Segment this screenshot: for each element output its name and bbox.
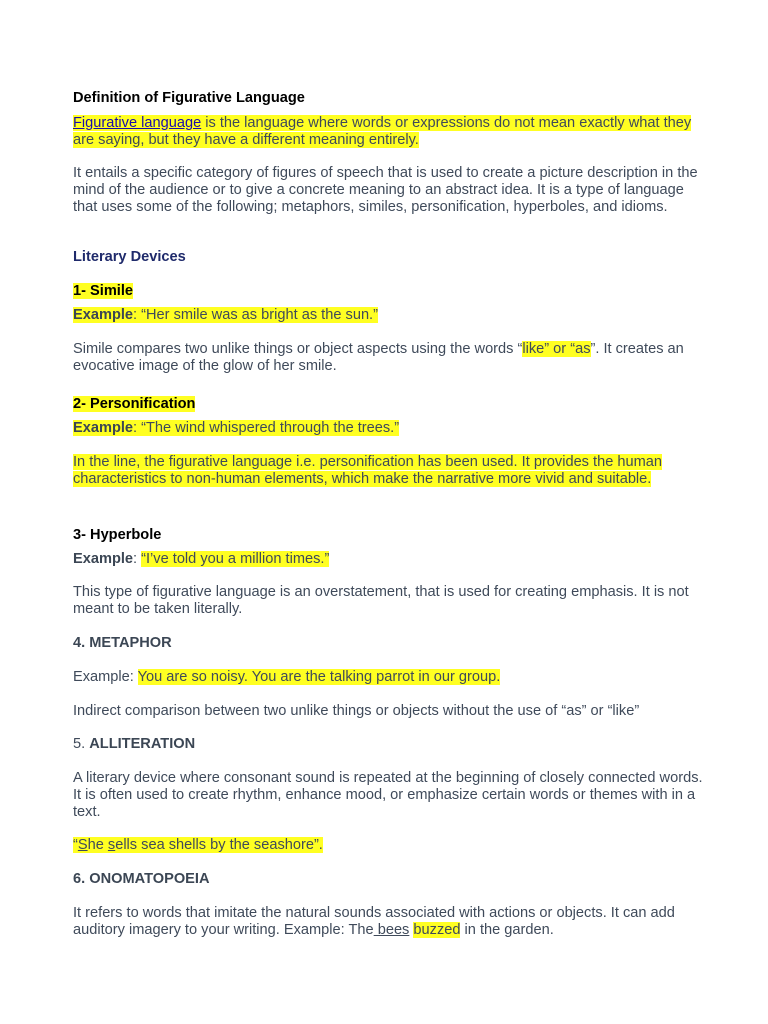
- buzzed-word: buzzed: [413, 921, 461, 938]
- simile-example: Example: “Her smile was as bright as the sun.”: [73, 307, 378, 323]
- alliteration-description: A literary device where consonant sound is repeated at the beginning of closely connected words. It is often used to create rhythm, enhance mood, or emphasize certain words or themes with in a text.: [73, 770, 703, 820]
- metaphor-description: Indirect comparison between two unlike things or objects without the use of “as” or “like”: [73, 703, 640, 719]
- hyperbole-heading: 3- Hyperbole: [73, 527, 162, 543]
- bees-word: bees: [373, 921, 410, 938]
- onomatopoeia-heading: 6. ONOMATOPOEIA: [73, 871, 210, 887]
- metaphor-example-text: You are so noisy. You are the talking parrot in our group.: [137, 669, 501, 685]
- page-title: Definition of Figurative Language: [73, 90, 305, 106]
- hyperbole-example-label: Example: [73, 551, 134, 567]
- personification-example-label: Example: [73, 420, 134, 436]
- simile-heading: 1- Simile: [73, 283, 134, 299]
- literary-devices-heading: Literary Devices: [73, 249, 186, 265]
- simile-description: Simile compares two unlike things or object aspects using the words “like” or “as”. It creates an evocative image of the glow of her smile.: [73, 341, 684, 374]
- hyperbole-description: This type of figurative language is an overstatement, that is used for creating emphasis. It is not meant to be taken literally.: [73, 584, 689, 617]
- alliteration-example: “She sells sea shells by the seashore”.: [73, 837, 323, 853]
- hyperbole-example-text: “I’ve told you a million times.”: [141, 551, 330, 567]
- personification-description: In the line, the figurative language i.e. personification has been used. It provides the human characteristics to non-human elements, which make the narrative more vivid and suitable.: [73, 454, 663, 487]
- metaphor-example: [73, 669, 703, 686]
- simile-keywords-highlight: like” or “as: [522, 341, 591, 357]
- alliteration-heading: 5. ALLITERATION: [73, 736, 196, 752]
- personification-example: Example: “The wind whispered through the trees.”: [73, 420, 400, 436]
- intro-paragraph: [73, 115, 703, 149]
- onomatopoeia-description: It refers to words that imitate the natural sounds associated with actions or objects. It can add auditory imagery to your writing. Example: The bees buzzed in the garden.: [73, 905, 675, 938]
- figurative-language-link[interactable]: Figurative language: [73, 115, 202, 131]
- hyperbole-example: Example: “I’ve told you a million times.”: [73, 551, 330, 567]
- simile-example-label: Example: [73, 307, 134, 323]
- personification-heading: 2- Personification: [73, 396, 196, 412]
- metaphor-heading: 4. METAPHOR: [73, 635, 172, 651]
- simile-example-text: “Her smile was as bright as the sun.”: [141, 307, 378, 323]
- personification-example-text: “The wind whispered through the trees.”: [141, 420, 400, 436]
- metaphor-example-label: Example:: [73, 669, 138, 685]
- description-paragraph: It entails a specific category of figures of speech that is used to create a picture description in the mind of the audience or to give a concrete meaning to an abstract idea. It is a type of language that uses some of the following; metaphors, similes, personification, hyperboles, and idioms.: [73, 165, 698, 215]
- intro-text: is the language where words or expressions do not mean exactly what they are saying, but they have a different meaning entirely.: [73, 115, 692, 148]
